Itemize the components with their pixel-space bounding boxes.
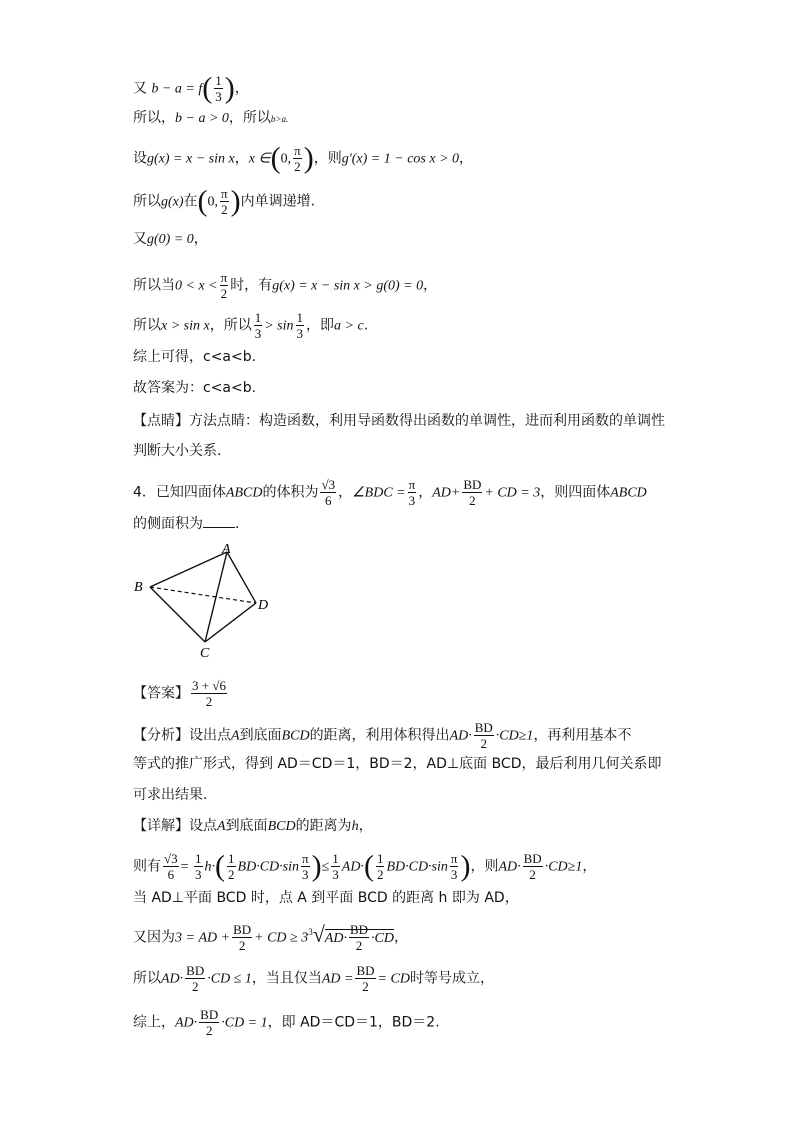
detail-line-5: [133, 963, 494, 994]
text: 综上，: [133, 1014, 175, 1031]
text: ，当且仅当: [251, 970, 322, 987]
text: ，即 AD＝CD＝1，BD＝2.: [267, 1014, 440, 1031]
frac-den: 2: [355, 938, 363, 953]
math-expr: = CD: [377, 971, 410, 987]
math-expr: A: [231, 728, 240, 744]
text: 设出点: [189, 727, 231, 744]
text: 所以，: [133, 110, 175, 126]
text: ，: [338, 484, 353, 501]
text: 的体积为: [262, 484, 319, 501]
text: ．: [235, 516, 249, 532]
text: 设点: [189, 818, 217, 834]
line-2: [133, 108, 288, 129]
frac-num: BD: [233, 922, 252, 937]
frac-num: 1: [228, 851, 235, 866]
text: ，则四面体: [540, 484, 611, 501]
text: 又: [133, 231, 147, 247]
frac-num: BD: [463, 477, 482, 492]
math-expr: AD =: [321, 971, 354, 987]
analysis-line-1: [133, 720, 631, 751]
text: ，: [358, 818, 373, 834]
text: 又: [133, 80, 147, 97]
math-expr: BCD: [267, 819, 296, 834]
math-expr: =: [180, 859, 193, 875]
text: 时等号成立，: [409, 970, 494, 987]
frac-num: BD: [356, 963, 375, 978]
math-expr: b>a.: [270, 114, 289, 124]
math-expr: AD·: [341, 859, 364, 875]
frac-den: 2: [529, 867, 536, 882]
math-expr: BD·CD·sin: [386, 859, 448, 875]
text: 到底面: [225, 818, 268, 834]
analysis-line-2: 等式的推广形式，得到 AD＝CD＝1，BD＝2，AD⊥底面 BCD，最后利用几何关系即: [133, 756, 662, 772]
line-8: 综上可得，c<a<b.: [133, 349, 257, 365]
frac-num: π: [294, 143, 301, 158]
text: 所以: [133, 970, 161, 987]
text: ，: [459, 150, 474, 167]
line-6: [133, 270, 437, 301]
math-expr: ·CD: [371, 930, 394, 946]
frac-num: √3: [164, 851, 178, 866]
text: ，: [423, 277, 438, 294]
frac-den: 2: [220, 286, 228, 301]
math-expr: A: [217, 819, 226, 834]
text: 所以: [133, 317, 161, 334]
detail-line-4: 又因为3 = AD + $\frac{BD}{2}$ + CD ≥ $3^3√AD\cdot$ $\frac{BD}{2}$ ·CD，: [133, 921, 408, 953]
frac-num: BD: [349, 922, 369, 937]
math-expr: g(x) = x − sin x: [147, 151, 235, 167]
answer-blank: [203, 513, 235, 528]
detail-line-3: 当 AD⊥平面 BCD 时，点 A 到平面 BCD 的距离 h 即为 AD，: [133, 890, 519, 906]
frac-den: 3: [302, 867, 309, 882]
math-expr: ·CD = 1: [221, 1015, 268, 1031]
vertex-label-d: D: [258, 598, 269, 613]
text: ，再利用基本不: [533, 727, 632, 744]
math-expr: AD·: [161, 971, 184, 987]
text: ，则: [313, 150, 342, 167]
text: ，即: [306, 317, 335, 334]
frac-den: 2: [469, 493, 476, 508]
text: 方法点睛：构造函数，利用导函数得出函数的单调性，进而利用函数的单调性: [189, 413, 665, 429]
math-expr: ABCD: [225, 485, 263, 501]
frac-den: 3: [195, 867, 202, 882]
text: 的距离为: [295, 818, 352, 834]
text: 的距离，利用体积得出: [309, 727, 450, 744]
line-11: 判断大小关系.: [133, 443, 222, 459]
frac-num: √3: [321, 477, 336, 492]
math-expr: 0 < x <: [175, 278, 218, 294]
math-expr: h·: [204, 859, 216, 875]
frac-den: 2: [205, 1023, 213, 1038]
text: ，: [193, 231, 208, 247]
text: 又因为: [133, 929, 175, 946]
math-expr: 0,: [207, 194, 219, 210]
math-expr: 3 = AD +: [175, 930, 231, 946]
math-expr: g(x): [161, 194, 184, 210]
frac-den: 2: [228, 867, 235, 882]
math-expr: x ∈: [248, 151, 271, 167]
section-tag: 【点睛】: [133, 413, 189, 429]
analysis-line-3: 可求出结果.: [133, 787, 208, 803]
math-expr: ≤: [321, 859, 330, 875]
vertex-label-b: B: [134, 580, 143, 595]
frac-num: π: [221, 186, 228, 201]
math-expr: x > sin x: [161, 318, 210, 334]
frac-den: 6: [325, 493, 332, 508]
math-expr: AD·: [498, 859, 521, 875]
math-expr: BD·CD·sin: [237, 859, 299, 875]
frac-num: BD: [186, 963, 205, 978]
frac-den: 3: [408, 493, 416, 508]
text: 4．已知四面体: [133, 484, 226, 501]
edge-ad: [227, 552, 256, 603]
text: ，: [418, 484, 433, 501]
frac-num: 1: [332, 851, 339, 866]
frac-den: 3: [450, 867, 458, 882]
line-1: 又 b − a = f( $\frac{1}{3}$ )，: [133, 71, 249, 105]
math-expr: + CD ≥ 3: [254, 930, 309, 946]
text: 时，有: [230, 277, 273, 294]
frac-num: 1: [254, 310, 262, 325]
text: ，所以: [228, 110, 271, 126]
frac-den: 2: [376, 867, 384, 882]
frac-den: 2: [294, 159, 301, 174]
edge-bc: [150, 587, 205, 642]
frac-num: 3 + √6: [192, 678, 226, 693]
frac-num: BD: [523, 851, 542, 866]
vertex-label-a: A: [222, 542, 231, 557]
frac-num: π: [408, 477, 416, 492]
frac-num: BD: [200, 1007, 219, 1022]
frac-den: 3: [215, 89, 222, 104]
text: .: [363, 317, 369, 334]
math-expr: b − a > 0: [175, 111, 229, 126]
frac-den: 2: [480, 736, 488, 751]
section-tag: 【分析】: [133, 727, 189, 744]
text: 则有: [133, 858, 161, 875]
frac-den: 2: [221, 202, 228, 217]
question-4: [133, 477, 647, 508]
line-3: 设g(x) = x − sin x，x ∈(0, $\frac{\pi}{2}$ )，则g′(x) = 1 − cos x > 0，: [133, 141, 474, 175]
frac-den: 2: [362, 979, 369, 994]
math-expr: + CD = 3: [484, 485, 541, 501]
line-7: [133, 310, 368, 341]
line-10: [133, 411, 665, 431]
math-expr: 0,: [280, 151, 292, 167]
line-5: [133, 229, 208, 250]
frac-den: 2: [238, 938, 246, 953]
text: ，所以: [209, 317, 252, 334]
text: 所以当: [133, 277, 175, 294]
math-expr: ABCD: [610, 485, 647, 501]
text: ，: [393, 929, 408, 946]
text: 到底面: [239, 727, 282, 744]
frac-num: 1: [195, 851, 202, 866]
section-tag: 【答案】: [133, 685, 189, 702]
edge-bd-hidden: [150, 587, 256, 603]
line-9: 故答案为：c<a<b.: [133, 380, 257, 396]
math-expr: ·CD≥1: [544, 859, 583, 875]
math-expr: BCD: [281, 728, 310, 744]
math-expr: AD·: [175, 1015, 198, 1031]
math-expr: g(0) = 0: [147, 232, 194, 247]
frac-den: 3: [296, 326, 304, 341]
math-expr: ·CD ≤ 1: [207, 971, 252, 987]
frac-num: BD: [474, 720, 493, 735]
text: 内单调递增.: [240, 193, 316, 210]
math-expr: b − a = f: [151, 81, 203, 97]
math-expr: ·CD≥1: [495, 728, 534, 744]
frac-den: 2: [205, 694, 213, 709]
root-index: 3: [308, 927, 313, 937]
vertex-label-c: C: [200, 646, 210, 660]
math-expr: ∠BDC =: [352, 485, 406, 501]
frac-den: 3: [332, 867, 339, 882]
detail-line-6: [133, 1007, 440, 1038]
question-4-line-2: [133, 513, 249, 534]
text: 的侧面积为: [133, 516, 203, 532]
frac-den: 3: [254, 326, 262, 341]
frac-num: 1: [296, 310, 304, 325]
frac-den: 2: [191, 979, 199, 994]
math-expr: AD·: [324, 930, 347, 946]
math-expr: AD+: [432, 485, 461, 501]
math-expr: g′(x) = 1 − cos x > 0: [341, 151, 460, 167]
detail-line-1: [133, 816, 373, 837]
text: ，则: [470, 858, 499, 875]
math-expr: a > c: [334, 318, 364, 334]
text: 在: [183, 193, 198, 210]
frac-num: 1: [376, 851, 384, 866]
detail-line-2: 则有 $\frac{√3}{6}$ = $\frac{1}{3}$ h·( $\frac{1}{2}$ BD·CD·sin $\frac{\pi}{3}$ )≤ $\frac{1}{3}$ AD·( $\frac{1}{2}$ BD·CD·sin $\frac{\pi}{3}$ )，则AD· $\frac{BD}{2}$ ·CD≥1，: [133, 849, 597, 883]
text: ，: [582, 858, 597, 875]
frac-num: π: [450, 851, 458, 866]
math-expr: g(x) = x − sin x > g(0) = 0: [272, 278, 424, 294]
frac-den: 6: [167, 867, 175, 882]
math-expr: AD·: [449, 728, 472, 744]
frac-num: 1: [215, 73, 222, 88]
edge-ba: [150, 552, 227, 587]
tetrahedron-figure: [128, 540, 278, 660]
math-expr: h: [351, 819, 359, 834]
frac-num: π: [220, 270, 228, 285]
line-4: 所以g(x)在(0, $\frac{\pi}{2}$ )内单调递增.: [133, 184, 316, 218]
text: 设: [133, 150, 147, 167]
section-tag: 【详解】: [133, 818, 189, 834]
answer-line: [133, 678, 229, 709]
text: 所以: [133, 193, 161, 210]
math-expr: > sin: [264, 318, 294, 334]
text: ，: [234, 80, 249, 97]
frac-num: π: [302, 851, 309, 866]
